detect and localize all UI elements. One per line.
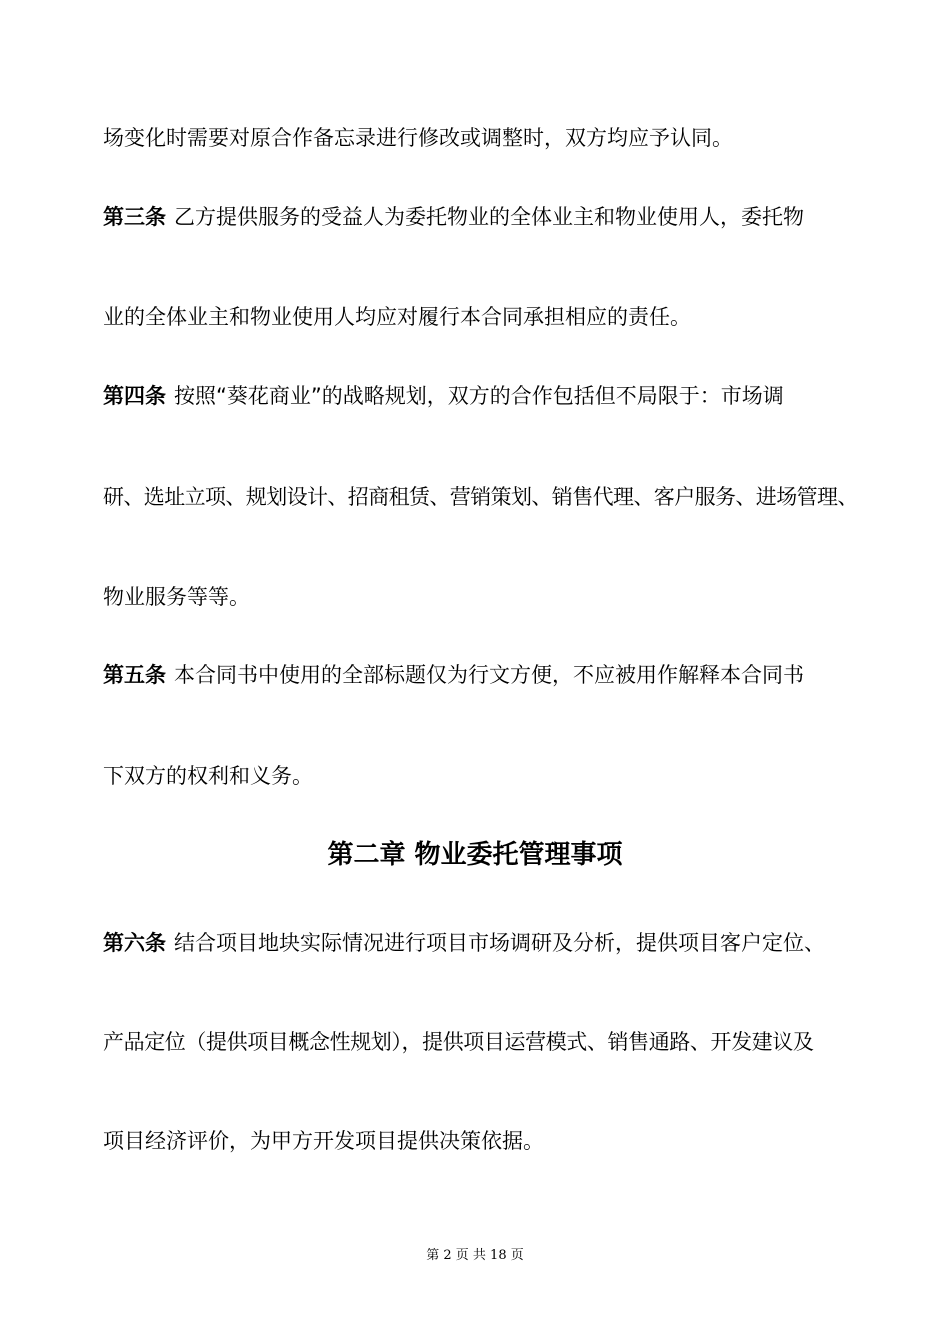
line-text: 下双方的权利和义务。 <box>103 764 313 788</box>
article-label: 第六条 <box>103 931 166 955</box>
line-text: 场变化时需要对原合作备忘录进行修改或调整时，双方均应予认同。 <box>103 126 733 150</box>
article-5-line <box>103 661 804 689</box>
line-text: 物业服务等等。 <box>103 585 250 609</box>
paragraph-line <box>103 583 250 611</box>
line-text: 本合同书中使用的全部标题仅为行文方便，不应被用作解释本合同书 <box>174 663 804 687</box>
line-text: 按照“葵花商业”的战略规划，双方的合作包括但不局限于：市场调 <box>174 384 784 408</box>
line-text: 项目经济评价，为甲方开发项目提供决策依据。 <box>103 1129 544 1153</box>
paragraph-line <box>103 483 858 511</box>
article-4-line <box>103 382 784 410</box>
chapter-title: 第二章 物业委托管理事项 <box>327 840 623 870</box>
line-text: 业的全体业主和物业使用人均应对履行本合同承担相应的责任。 <box>103 305 691 329</box>
line-text: 产品定位（提供项目概念性规划），提供项目运营模式、销售通路、开发建议及 <box>103 1030 814 1054</box>
paragraph-line <box>103 1028 814 1056</box>
paragraph-line <box>103 303 691 331</box>
page-footer: 第 2 页 共 18 页 <box>426 1248 524 1263</box>
article-3-line <box>103 203 804 231</box>
line-text: 研、选址立项、规划设计、招商租赁、营销策划、销售代理、客户服务、进场管理、 <box>103 485 858 509</box>
line-text: 乙方提供服务的受益人为委托物业的全体业主和物业使用人，委托物 <box>174 205 804 229</box>
article-6-line <box>103 929 825 957</box>
line-text: 结合项目地块实际情况进行项目市场调研及分析，提供项目客户定位、 <box>174 931 825 955</box>
paragraph-line <box>103 762 313 790</box>
article-label: 第五条 <box>103 663 166 687</box>
paragraph-line <box>103 124 733 152</box>
article-label: 第四条 <box>103 384 166 408</box>
article-label: 第三条 <box>103 205 166 229</box>
paragraph-line <box>103 1127 544 1155</box>
